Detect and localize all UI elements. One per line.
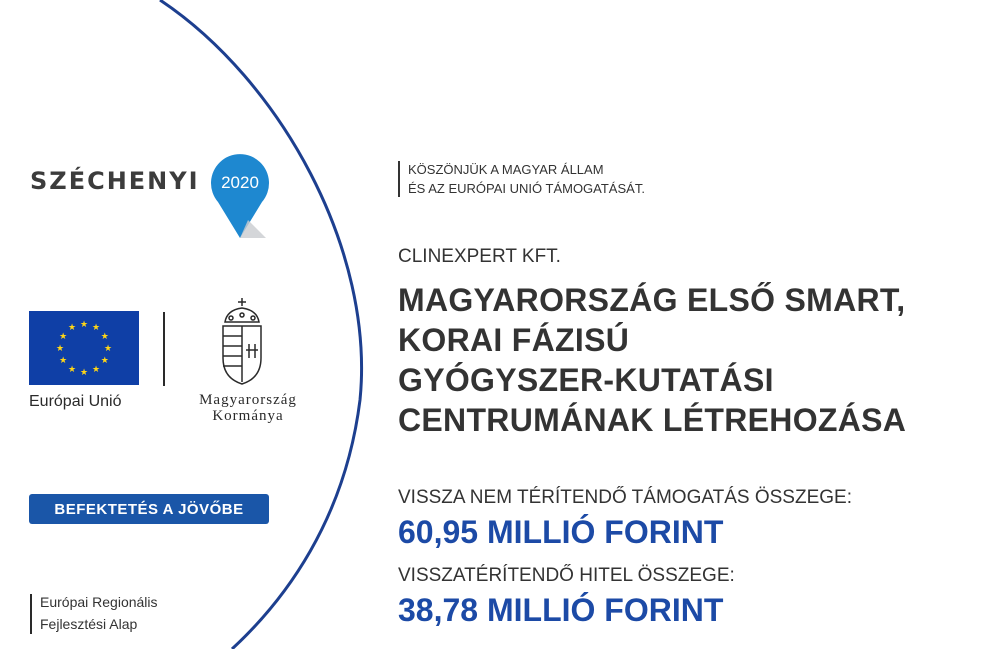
eu-star: ★ bbox=[100, 355, 109, 365]
fund-divider bbox=[30, 594, 32, 634]
eu-star: ★ bbox=[79, 367, 89, 377]
logo-divider bbox=[163, 312, 165, 386]
thanks-line-1: KÖSZÖNJÜK A MAGYAR ÁLLAM bbox=[408, 162, 604, 177]
grant-label: VISSZA NEM TÉRÍTENDŐ TÁMOGATÁS ÖSSZEGE: bbox=[398, 487, 852, 508]
eu-star: ★ bbox=[91, 322, 101, 333]
eu-star: ★ bbox=[67, 363, 77, 374]
eu-star: ★ bbox=[59, 331, 68, 341]
project-title-line-2: KORAI FÁZISÚ bbox=[398, 322, 630, 358]
szechenyi-logo-text: SZÉCHENYI bbox=[30, 167, 200, 195]
eu-label: Európai Unió bbox=[29, 393, 122, 410]
thanks-divider bbox=[398, 161, 400, 197]
project-title-line-4: CENTRUMÁNAK LÉTREHOZÁSA bbox=[398, 402, 907, 438]
eu-star: ★ bbox=[103, 343, 113, 353]
thanks-line-2: ÉS AZ EURÓPAI UNIÓ TÁMOGATÁSÁT. bbox=[408, 181, 645, 196]
eu-star: ★ bbox=[79, 319, 89, 329]
szechenyi-pin-icon bbox=[208, 150, 272, 240]
hungarian-coat-of-arms-icon bbox=[215, 296, 269, 386]
government-label-line2: Kormánya bbox=[212, 408, 284, 424]
invest-in-future-badge: BEFEKTETÉS A JÖVŐBE bbox=[29, 494, 269, 524]
eu-star: ★ bbox=[91, 363, 101, 374]
szechenyi-year: 2020 bbox=[221, 173, 259, 192]
eu-flag-icon bbox=[29, 311, 139, 385]
company-name: CLINEXPERT KFT. bbox=[398, 246, 561, 267]
loan-label: VISSZATÉRÍTENDŐ HITEL ÖSSZEGE: bbox=[398, 565, 735, 586]
government-label bbox=[178, 392, 318, 424]
eu-star: ★ bbox=[59, 355, 68, 365]
eu-star: ★ bbox=[100, 331, 109, 341]
project-title-line-1: MAGYARORSZÁG ELSŐ SMART, bbox=[398, 282, 906, 318]
eu-star: ★ bbox=[67, 322, 77, 333]
government-label-line1: Magyarország bbox=[199, 392, 297, 408]
fund-label-line2: Fejlesztési Alap bbox=[40, 616, 138, 632]
eu-star: ★ bbox=[55, 343, 65, 353]
loan-value: 38,78 MILLIÓ FORINT bbox=[398, 592, 724, 628]
fund-label-line1: Európai Regionális bbox=[40, 594, 158, 610]
project-title-line-3: GYÓGYSZER-KUTATÁSI bbox=[398, 362, 774, 398]
grant-value: 60,95 MILLIÓ FORINT bbox=[398, 514, 724, 550]
